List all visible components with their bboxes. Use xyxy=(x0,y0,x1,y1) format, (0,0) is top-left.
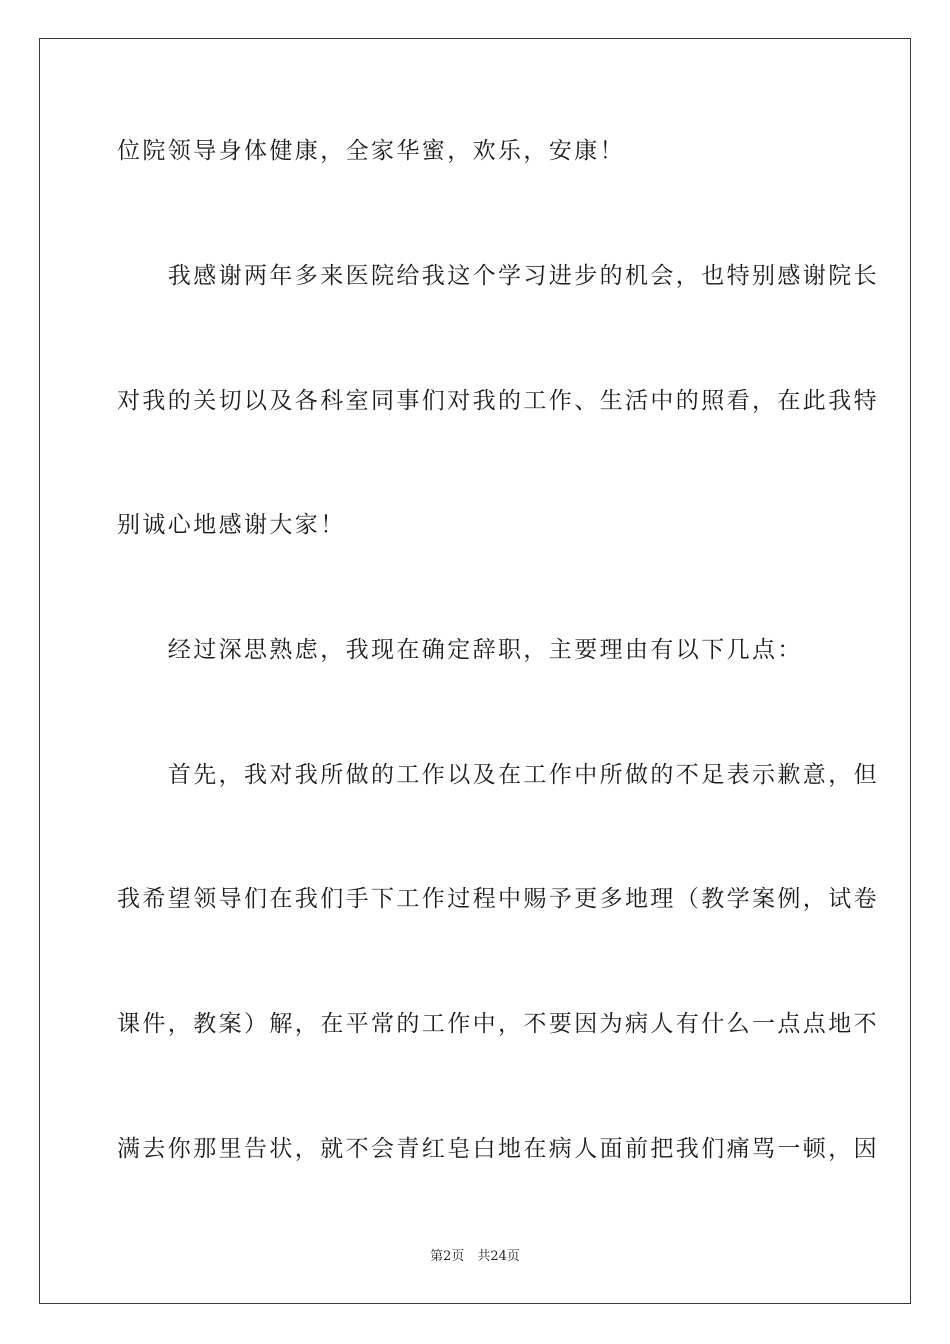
text-line: 位院领导身体健康，全家华蜜，欢乐，安康！ xyxy=(117,138,625,164)
text-line: 首先，我对我所做的工作以及在工作中所做的不足表示歉意，但 xyxy=(117,762,879,788)
text-line: 经过深思熟虑，我现在确定辞职，主要理由有以下几点： xyxy=(117,637,803,663)
text-line: 课件，教案）解，在平常的工作中，不要因为病人有什么一点点地不 xyxy=(117,1011,879,1037)
page-number-footer: 第2页 共24页 xyxy=(430,1249,520,1264)
text-line: 别诚心地感谢大家！ xyxy=(117,512,346,538)
text-line: 对我的关切以及各科室同事们对我的工作、生活中的照看，在此我特 xyxy=(117,388,879,414)
text-line: 我感谢两年多来医院给我这个学习进步的机会，也特别感谢院长 xyxy=(117,263,879,289)
text-line: 我希望领导们在我们手下工作过程中赐予更多地理（教学案例，试卷 xyxy=(117,886,879,912)
page-border xyxy=(39,38,911,1304)
text-line: 满去你那里告状，就不会青红皂白地在病人面前把我们痛骂一顿，因 xyxy=(117,1136,879,1162)
